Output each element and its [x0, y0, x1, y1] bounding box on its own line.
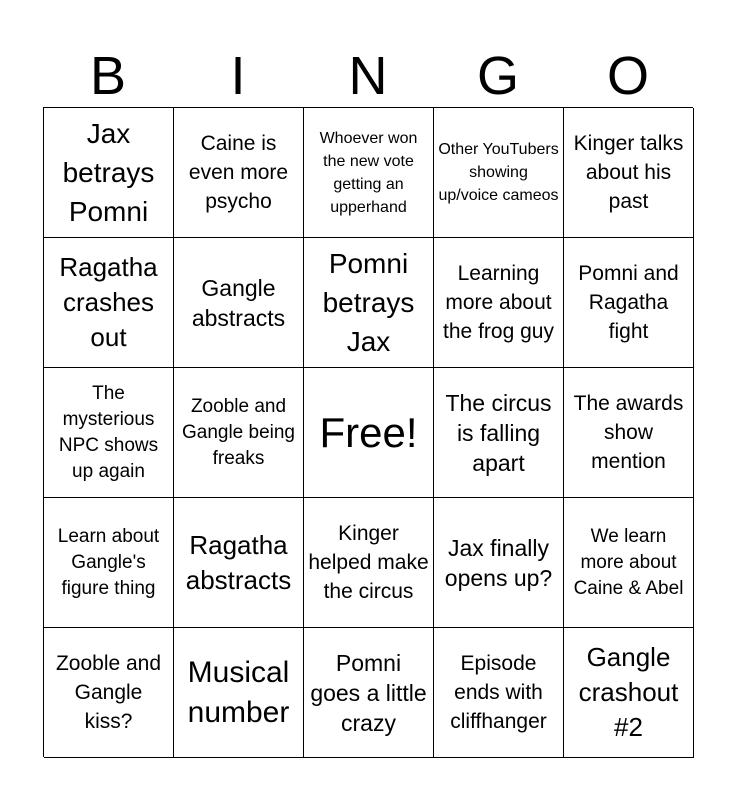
- bingo-cell-text: We learn more about Caine & Abel: [573, 525, 684, 599]
- bingo-cell-text: Learn about Gangle's figure thing: [57, 525, 160, 599]
- bingo-cell[interactable]: [564, 108, 694, 238]
- bingo-cell[interactable]: [174, 238, 304, 368]
- bingo-cell[interactable]: [174, 368, 304, 498]
- bingo-cell-text: Other YouTubers showing up/voice cameos: [438, 141, 559, 204]
- header-letter-n: N: [348, 46, 388, 106]
- bingo-cell[interactable]: [304, 498, 434, 628]
- header-letter-b: B: [89, 46, 127, 106]
- bingo-cell[interactable]: [564, 368, 694, 498]
- bingo-header: [43, 44, 693, 108]
- bingo-cell-text: Episode ends with cliffhanger: [450, 652, 547, 733]
- bingo-cell[interactable]: [434, 368, 564, 498]
- bingo-cell[interactable]: [564, 498, 694, 628]
- bingo-cell[interactable]: [564, 238, 694, 368]
- bingo-cell-text: Pomni betrays Jax: [322, 248, 415, 357]
- bingo-cell-text: Pomni goes a little crazy: [310, 649, 427, 736]
- bingo-cell-text: Caine is even more psycho: [188, 132, 289, 213]
- bingo-cell-text: The mysterious NPC shows up again: [58, 382, 159, 482]
- bingo-cell[interactable]: [44, 498, 174, 628]
- bingo-cell-text: Gangle crashout #2: [578, 642, 679, 742]
- bingo-cell[interactable]: [44, 628, 174, 758]
- bingo-cell[interactable]: [564, 628, 694, 758]
- bingo-cell-text: Gangle abstracts: [191, 274, 286, 331]
- bingo-cell-text: Whoever won the new vote getting an upperhand: [319, 129, 418, 216]
- bingo-cell-free[interactable]: [304, 368, 434, 498]
- bingo-cell[interactable]: [174, 108, 304, 238]
- bingo-cell[interactable]: [434, 628, 564, 758]
- bingo-cell-text: Pomni and Ragatha fight: [578, 262, 679, 343]
- bingo-cell-text: Ragatha crashes out: [59, 252, 158, 352]
- header-letter-o: O: [606, 46, 649, 106]
- header-letter-i: I: [230, 46, 246, 106]
- bingo-cell[interactable]: [44, 238, 174, 368]
- bingo-cell[interactable]: [434, 108, 564, 238]
- bingo-cell[interactable]: [174, 628, 304, 758]
- bingo-cell[interactable]: [44, 108, 174, 238]
- bingo-cell-text: Ragatha abstracts: [185, 529, 292, 595]
- bingo-cell-text: The awards show mention: [573, 392, 684, 473]
- header-letter-g: G: [476, 46, 519, 106]
- bingo-cell-text: Zooble and Gangle kiss?: [55, 652, 162, 733]
- bingo-cell-text: Learning more about the frog guy: [443, 262, 554, 343]
- bingo-cell[interactable]: [304, 238, 434, 368]
- bingo-cell-text: Musical number: [187, 655, 290, 729]
- bingo-grid: [43, 107, 693, 757]
- bingo-cell[interactable]: [304, 628, 434, 758]
- bingo-cell-text: Kinger helped make the circus: [308, 522, 429, 603]
- free-space-text: Free!: [319, 408, 418, 456]
- bingo-cell-text: Jax betrays Pomni: [62, 118, 155, 227]
- bingo-cell-text: The circus is falling apart: [445, 389, 552, 476]
- bingo-cell[interactable]: [304, 108, 434, 238]
- bingo-cell[interactable]: [174, 498, 304, 628]
- bingo-cell-text: Zooble and Gangle being freaks: [181, 395, 296, 469]
- bingo-cell-text: Jax finally opens up?: [444, 534, 553, 591]
- bingo-cell[interactable]: [434, 238, 564, 368]
- bingo-cell-text: Kinger talks about his past: [573, 132, 684, 213]
- bingo-cell[interactable]: [44, 368, 174, 498]
- bingo-cell[interactable]: [434, 498, 564, 628]
